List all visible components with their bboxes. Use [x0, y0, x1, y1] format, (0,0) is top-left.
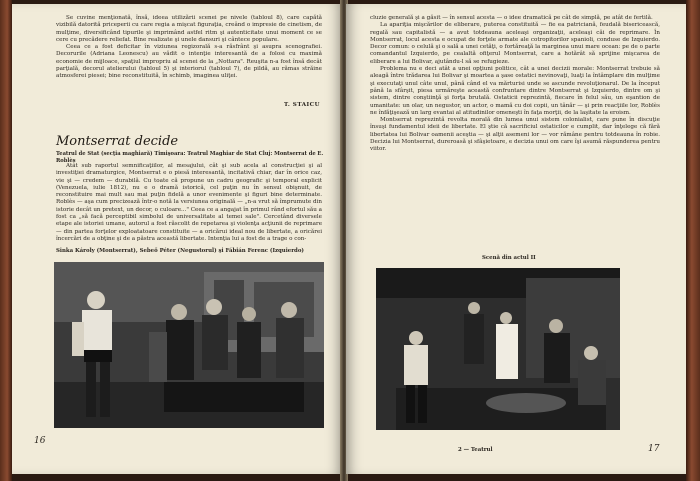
right-paragraph-4: Montserrat reprezintă revolta morală din lumea unui sistem colonialist, care pune în discuţie însuşi fundamentul ideii de libertate. El ştie că sacrificiul ostaticilor e cumplit, dar înţelege că fără libertatea lui Bolivar oamenii aceştia — şi alţii asemeni lor — vor rămâne pentru totdeauna în robie. Decizia lui Montserrat, dureroasă şi sfâşietoare, e decizia unui om care îşi asumă răspunderea pentru viitor.	[370, 117, 660, 153]
page-number-left: 16	[34, 436, 46, 446]
stage-photo-left	[54, 262, 324, 428]
right-paragraph-2: La apariţia mişcărilor de eliberare, puterea constituită — fie ea patriciană, feudală bisericească, regală sau capitalistă — a avut totdeauna aceleaşi organizaţii, aceleaşi căi de reprimare. În Montserrat, locul acesta e ocupat de forţele armate ale cotropitorilor spanioli, conduse de Izquierdo. Decor comun: o celulă şi o sală a unei cetăţi, o fortăreaţă la marginea unui mare ocean: pe de o parte comandantul Izquierdo, pe cealaltă ofiţerul Montserrat, care a hotărât să sprijine mişcarea de eliberare a lui Bolivar, ajutându-l să se refugieze.	[370, 22, 660, 65]
left-photo-caption: Sinka Károly (Montserrat), Sebeő Péter (Negustorul) şi Fábián Ferenc (Izquierdo)	[56, 248, 304, 254]
article-subtitle: Teatrul de Stat (secţia maghiară) Timişoara: Teatrul Maghiar de Stat Cluj: Montserrat de E. Roblès	[56, 151, 324, 164]
stage-photo-right	[376, 268, 620, 430]
right-text-column	[370, 15, 660, 154]
review-signature: T. STAICU	[283, 102, 320, 108]
intro-paragraph-1: Se cuvine menţionată, însă, ideea utilizării scenei pe nivele (tabloul 8), care capătă vizibilă datorită priceperii cu care regia a mişcat figuraţia, creând o impresie de cinetism, de mulţime, diversificând tipurile şi imprimând astfel ritm şi autenticitate unui moment ce se cere cu precădere reliefat. Bine realizate şi unele dansuri şi cântece populare.	[56, 15, 322, 43]
right-page	[346, 4, 686, 474]
left-page	[12, 4, 342, 474]
intro-paragraph-2: Ceea ce a fost deficitar în viziunea regizorală s-a răsfrânt şi asupra scenografiei. Decorurile (Adriana Leonescu) au vădit o intenţie interesantă de a folosi cu maximă economie de mijloace, spaţiul impropriu al scenei de la „Nottara". Reuşita n-a fost însă decât parţială, decorul atelierului (tabloul 5) şi interiorul (tabloul 7), de pildă, au rămas străine atmosferei piesei; bine reconstituită, în schimb, imaginea uliţei.	[56, 44, 322, 80]
page-number-right: 17	[648, 444, 660, 454]
left-body-column	[56, 163, 322, 243]
left-intro-column	[56, 15, 322, 81]
right-photo-caption: Scenă din actul II	[482, 255, 536, 261]
article-heading: Montserrat decide	[56, 134, 179, 149]
right-paragraph-3: Problema nu e deci atât a unei opţiuni politice, cât a unei decizii morale: Montserrat trebuie să aleagă între trădarea lui Bolivar şi moartea a şase ostatici nevinovaţi, luaţi la întâmplare din mulţime şi executaţi unul câte unul, până când el va mărturisi unde se ascunde revoluţionarul. De la început până la sfârşit, piesa urmăreşte această confruntare dintre Montserrat şi Izquierdo, dintre om şi sistem, dintre conştiinţă şi forţa brutală. Ostaticii reprezintă, fiecare în felul său, un eşantion de umanitate: un olar, un negustor, un actor, o mamă cu doi copii, un tânăr — şi prin reacţiile lor, Roblès ne înfăţişează un larg evantai al atitudinilor omeneşti în faţa morţii, de la laşitate la eroism.	[370, 66, 660, 116]
book-cover-edge-right	[686, 0, 700, 481]
running-footer: 2 — Teatrul	[458, 447, 493, 453]
right-paragraph-1: cluzie generală şi a găsit — în sensul acesta — o idee dramatică pe cât de simplă, pe atât de fertilă.	[370, 15, 653, 21]
body-paragraph-1: Atât sub raportul semnificaţiilor, al mesajului, cât şi sub acela al construcţiei şi al investiţiei dramaturgice, Montserrat e o piesă interesantă, incitativă chiar, dar în orice caz, vie şi — credem — durabilă. Cu toate că propune un cadru geografic şi temporal explicit (Venezuela, iulie 1812), nu e o dramă istorică, cel puţin nu în sensul obişnuit, de reconstituire mai mult sau mai puţin fidelă a unor evenimente şi figuri bine determinate. Roblès — aşa cum precizează într-o notă la versiunea originală — „n-a vrut să împrumute din istorie decât un pretext, un decor, o culoare..." Ceea ce a angajat în primul rând efortul său a fost ca „să facă perceptibil simbolul de universalitate al temei sale". Cercetând diversele etape ale istoriei umane, autorul a fost răscolit de repetarea şi violenţa acţiunii de reprimare — din partea forţelor exploatatoare constituite — a oricărui ideal nou de libertate, a oricărei încercări de a obţine şi de a păstra această libertate. Intenţia lui a fost de a trage o con-	[56, 163, 322, 242]
book-cover-edge-left	[0, 0, 12, 481]
